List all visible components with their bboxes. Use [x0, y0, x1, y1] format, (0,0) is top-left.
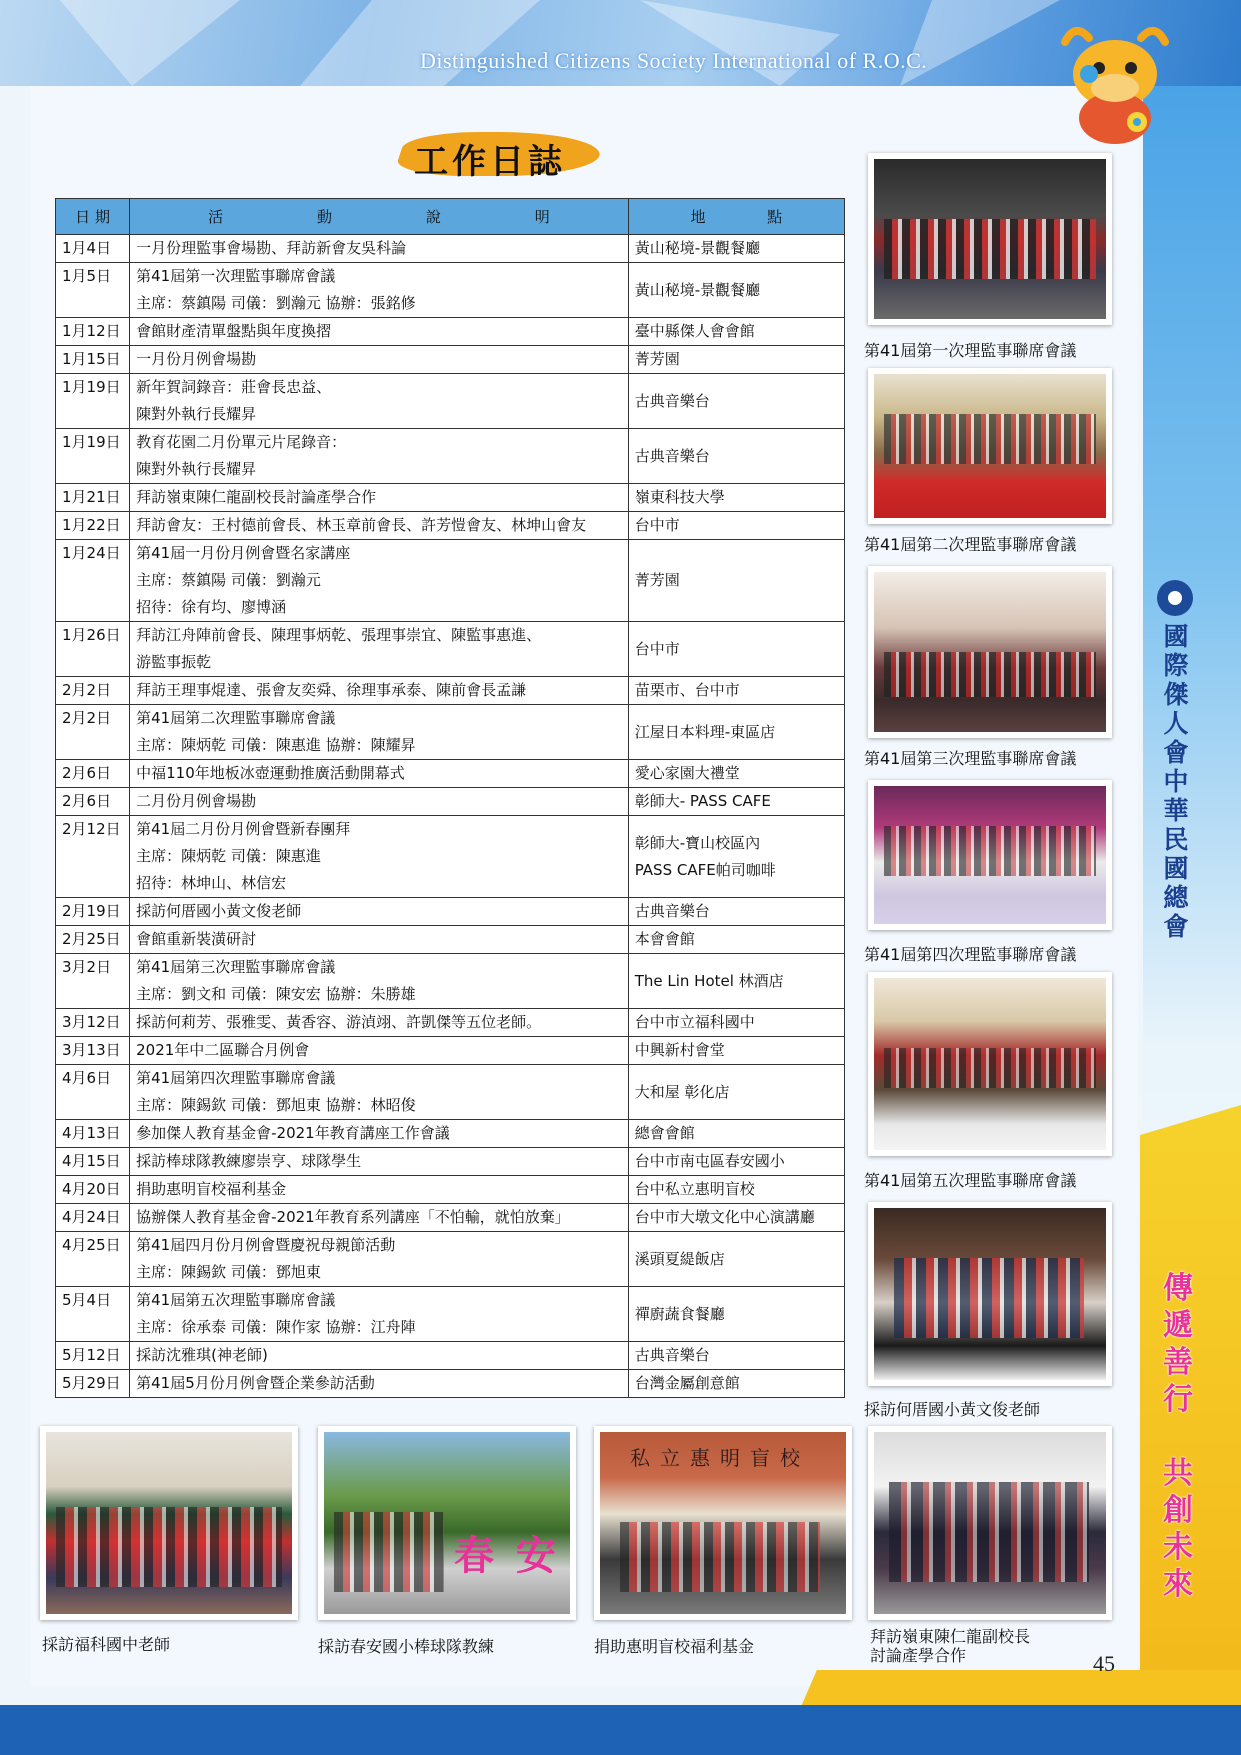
place-line: PASS CAFE帕司咖啡 — [634, 860, 776, 879]
vertical-org-name — [1158, 622, 1194, 941]
photo-fuke-visit — [40, 1426, 298, 1620]
row-activity — [130, 374, 629, 429]
table-row — [56, 346, 845, 374]
place-line: 彰師大-寶山校區內 — [634, 833, 761, 852]
header-activity-char: 明 — [534, 208, 550, 226]
activity-line: 陳對外執行長耀昇 — [136, 405, 257, 423]
row-date: 5月12日 — [56, 1342, 130, 1370]
header-date: 日 期 — [56, 199, 130, 235]
activity-line: 一月份理監事會場勘、拜訪新會友吳科論 — [136, 239, 407, 257]
row-date: 2月6日 — [56, 760, 130, 788]
activity-line: 第41屆第四次理監事聯席會議 — [136, 1069, 336, 1087]
row-place — [628, 816, 844, 898]
place-line: 嶺東科技大學 — [634, 488, 725, 506]
caption-teacher-visit: 採訪何厝國小黃文俊老師 — [864, 1400, 1041, 1419]
activity-line: 游監事振乾 — [136, 653, 212, 671]
activity-line: 2021年中二區聯合月例會 — [136, 1041, 310, 1059]
row-activity — [130, 1232, 629, 1287]
caption-board-meeting-5: 第41屆第五次理監事聯席會議 — [864, 1171, 1077, 1190]
vertical-char: 中 — [1163, 767, 1189, 796]
activity-line: 採訪何厝國小黃文俊老師 — [136, 902, 302, 920]
activity-line: 主席：陳炳乾 司儀：陳惠進 協辦：陳耀昇 — [136, 736, 416, 754]
place-line: 台中市 — [634, 639, 680, 658]
row-place — [628, 1065, 844, 1120]
row-place — [628, 318, 844, 346]
row-place — [628, 1204, 844, 1232]
row-activity — [130, 1065, 629, 1120]
vertical-char: 來 — [1163, 1567, 1193, 1602]
place-line: 古典音樂台 — [634, 446, 710, 465]
vertical-char: 民 — [1163, 825, 1189, 854]
place-line: 中興新村會堂 — [634, 1041, 725, 1059]
row-place — [628, 1176, 844, 1204]
row-date: 4月6日 — [56, 1065, 130, 1120]
vertical-slogan — [1158, 1270, 1198, 1603]
row-date: 2月2日 — [56, 705, 130, 760]
vertical-char: 創 — [1163, 1493, 1193, 1528]
caption-chunan-visit: 採訪春安國小棒球隊教練 — [318, 1637, 495, 1656]
header-place-char: 點 — [767, 208, 783, 226]
vertical-char: 總 — [1163, 883, 1189, 912]
photo-board-meeting-5 — [868, 972, 1112, 1156]
row-place — [628, 1120, 844, 1148]
place-line: 台灣金屬創意館 — [634, 1374, 740, 1392]
place-line: 愛心家園大禮堂 — [634, 764, 740, 782]
vertical-char: 人 — [1163, 709, 1189, 738]
photo-teacher-visit — [868, 1202, 1112, 1386]
vertical-char: 華 — [1163, 796, 1189, 825]
work-log-table — [55, 198, 845, 1398]
row-date: 4月20日 — [56, 1176, 130, 1204]
place-line: 大和屋 彰化店 — [634, 1082, 730, 1101]
row-activity — [130, 1009, 629, 1037]
row-place — [628, 898, 844, 926]
table-row — [56, 484, 845, 512]
activity-line: 主席：陳炳乾 司儀：陳惠進 — [136, 847, 321, 865]
header-place-char: 地 — [690, 208, 706, 226]
place-line: 台中市大墩文化中心演講廳 — [634, 1208, 815, 1226]
row-place — [628, 374, 844, 429]
caption-board-meeting-1: 第41屆第一次理監事聯席會議 — [864, 341, 1077, 360]
row-place — [628, 1148, 844, 1176]
vertical-char — [1158, 1418, 1198, 1455]
table-row — [56, 1370, 845, 1398]
activity-line: 第41屆二月份月例會暨新春團拜 — [136, 820, 351, 838]
row-activity — [130, 540, 629, 622]
row-date: 1月12日 — [56, 318, 130, 346]
vertical-char: 共 — [1163, 1456, 1193, 1491]
row-place — [628, 926, 844, 954]
row-date: 5月4日 — [56, 1287, 130, 1342]
activity-line: 第41屆第五次理監事聯席會議 — [136, 1291, 336, 1309]
table-row — [56, 705, 845, 760]
caption-board-meeting-3: 第41屆第三次理監事聯席會議 — [864, 749, 1077, 768]
row-date: 1月26日 — [56, 622, 130, 677]
row-date: 2月19日 — [56, 898, 130, 926]
row-date: 1月24日 — [56, 540, 130, 622]
activity-line: 教育花園二月份單元片尾錄音： — [136, 433, 347, 451]
header-activity-char: 動 — [316, 208, 332, 226]
row-place — [628, 1232, 844, 1287]
row-date: 3月12日 — [56, 1009, 130, 1037]
table-row — [56, 1009, 845, 1037]
place-line: 臺中縣傑人會會館 — [634, 322, 755, 340]
row-activity — [130, 622, 629, 677]
table-row — [56, 760, 845, 788]
banner-text: 春 安 — [454, 1533, 560, 1579]
school-sign-text: 私立惠明盲校 — [630, 1446, 810, 1470]
activity-line: 二月份月例會場勘 — [136, 792, 257, 810]
table-row — [56, 954, 845, 1009]
row-place — [628, 512, 844, 540]
table-row — [56, 512, 845, 540]
place-line: 台中市 — [634, 516, 680, 534]
table-row — [56, 235, 845, 263]
page-title — [400, 128, 600, 180]
vertical-char: 會 — [1163, 738, 1189, 767]
row-place — [628, 760, 844, 788]
activity-line: 主席：徐承泰 司儀：陳作家 協辦：江舟陣 — [136, 1318, 416, 1336]
activity-line: 採訪棒球隊教練廖崇亨、球隊學生 — [136, 1152, 362, 1170]
activity-line: 主席：蔡鎮陽 司儀：劉瀚元 — [136, 571, 321, 589]
row-activity — [130, 1342, 629, 1370]
vertical-char: 未 — [1163, 1530, 1193, 1565]
row-place — [628, 622, 844, 677]
table-row — [56, 788, 845, 816]
photo-lingtung-visit — [868, 1426, 1112, 1620]
place-line: 彰師大- PASS CAFE — [634, 792, 771, 810]
activity-line: 拜訪江舟陣前會長、陳理事炳乾、張理事崇宜、陳監事惠進、 — [136, 626, 542, 644]
row-place — [628, 346, 844, 374]
vertical-char: 行 — [1163, 1382, 1193, 1417]
row-activity — [130, 760, 629, 788]
row-date: 1月4日 — [56, 235, 130, 263]
row-activity — [130, 677, 629, 705]
row-activity — [130, 1176, 629, 1204]
row-date: 1月5日 — [56, 263, 130, 318]
table-row — [56, 898, 845, 926]
row-activity — [130, 263, 629, 318]
row-date: 4月15日 — [56, 1148, 130, 1176]
activity-line: 主席：陳錫欽 司儀：鄧旭東 — [136, 1263, 321, 1281]
row-activity — [130, 318, 629, 346]
row-activity — [130, 1204, 629, 1232]
page-title-text: 工作日誌 — [414, 142, 566, 182]
row-place — [628, 788, 844, 816]
row-activity — [130, 346, 629, 374]
place-line: 黃山秘境-景觀餐廳 — [634, 280, 761, 299]
activity-line: 陳對外執行長耀昇 — [136, 460, 257, 478]
row-place — [628, 1370, 844, 1398]
vertical-char: 遞 — [1163, 1308, 1193, 1343]
place-line: 黃山秘境-景觀餐廳 — [634, 239, 761, 257]
row-place — [628, 484, 844, 512]
row-activity — [130, 429, 629, 484]
activity-line: 主席：劉文和 司儀：陳安宏 協辦：朱勝雄 — [136, 985, 416, 1003]
row-date: 2月12日 — [56, 816, 130, 898]
vertical-char: 際 — [1163, 651, 1189, 680]
activity-line: 招待：徐有均、廖博涵 — [136, 598, 287, 616]
table-row — [56, 1287, 845, 1342]
place-line: 古典音樂台 — [634, 902, 710, 920]
row-date: 1月19日 — [56, 429, 130, 484]
row-activity — [130, 484, 629, 512]
caption-lingtung-visit — [870, 1627, 1030, 1665]
photo-board-meeting-2 — [868, 368, 1112, 524]
row-activity — [130, 1037, 629, 1065]
vertical-char: 國 — [1163, 854, 1189, 883]
caption-lingtung-line: 討論產學合作 — [870, 1646, 967, 1665]
activity-line: 第41屆5月份月例會暨企業參訪活動 — [136, 1374, 375, 1392]
table-row — [56, 1148, 845, 1176]
row-date: 2月25日 — [56, 926, 130, 954]
row-place — [628, 1009, 844, 1037]
row-activity — [130, 1148, 629, 1176]
header-place — [628, 199, 844, 235]
table-body — [56, 235, 845, 1398]
photo-board-meeting-3 — [868, 566, 1112, 738]
table-row — [56, 1232, 845, 1287]
row-activity — [130, 1287, 629, 1342]
org-english-name: Distinguished Citizens Society International of R.O.C. — [420, 48, 928, 73]
row-place — [628, 263, 844, 318]
row-date: 2月6日 — [56, 788, 130, 816]
activity-line: 招待：林坤山、林信宏 — [136, 874, 287, 892]
table-header-row — [56, 199, 845, 235]
vertical-char: 傑 — [1163, 680, 1189, 709]
place-line: The Lin Hotel 林酒店 — [634, 971, 784, 990]
row-activity — [130, 1370, 629, 1398]
row-place — [628, 429, 844, 484]
table-row — [56, 1120, 845, 1148]
row-date: 3月2日 — [56, 954, 130, 1009]
caption-lingtung-line: 拜訪嶺東陳仁龍副校長 — [870, 1627, 1031, 1646]
row-activity — [130, 512, 629, 540]
header-activity — [130, 199, 629, 235]
row-place — [628, 1287, 844, 1342]
activity-line: 第41屆第三次理監事聯席會議 — [136, 958, 336, 976]
place-line: 台中市立福科國中 — [634, 1013, 755, 1031]
photo-huiming-donation — [594, 1426, 852, 1620]
table-row — [56, 374, 845, 429]
row-date: 5月29日 — [56, 1370, 130, 1398]
row-activity — [130, 1120, 629, 1148]
row-place — [628, 677, 844, 705]
place-line: 本會會館 — [634, 930, 695, 948]
activity-line: 第41屆第一次理監事聯席會議 — [136, 267, 336, 285]
vertical-char: 會 — [1163, 912, 1189, 941]
row-date: 4月25日 — [56, 1232, 130, 1287]
place-line: 江屋日本料理-東區店 — [634, 722, 776, 741]
row-date: 1月22日 — [56, 512, 130, 540]
row-date: 1月19日 — [56, 374, 130, 429]
page-number: 45 — [1093, 1651, 1115, 1676]
activity-line: 會館財產清單盤點與年度換摺 — [136, 322, 332, 340]
table-row — [56, 622, 845, 677]
caption-board-meeting-2: 第41屆第二次理監事聯席會議 — [864, 535, 1077, 554]
row-date: 3月13日 — [56, 1037, 130, 1065]
table-row — [56, 677, 845, 705]
table-row — [56, 816, 845, 898]
org-emblem-icon — [1157, 580, 1193, 616]
row-activity — [130, 788, 629, 816]
activity-line: 參加傑人教育基金會-2021年教育講座工作會議 — [136, 1124, 450, 1142]
activity-line: 第41屆第二次理監事聯席會議 — [136, 709, 336, 727]
caption-board-meeting-4: 第41屆第四次理監事聯席會議 — [864, 945, 1077, 964]
table-row — [56, 540, 845, 622]
activity-line: 一月份月例會場勘 — [136, 350, 257, 368]
vertical-char: 傳 — [1163, 1271, 1193, 1306]
place-line: 總會會館 — [634, 1124, 695, 1142]
activity-line: 中福110年地板冰壺運動推廣活動開幕式 — [136, 764, 405, 782]
header-activity-char: 說 — [425, 208, 441, 226]
photo-board-meeting-4 — [868, 780, 1112, 930]
ox-mascot-icon — [1055, 22, 1175, 150]
row-activity — [130, 705, 629, 760]
place-line: 古典音樂台 — [634, 1346, 710, 1364]
activity-line: 新年賀詞錄音：莊會長忠益、 — [136, 378, 332, 396]
activity-line: 採訪何莉芳、張雅雯、黃香容、游湞翊、許凱傑等五位老師。 — [136, 1013, 542, 1031]
row-place — [628, 1342, 844, 1370]
place-line: 禪廚蔬食餐廳 — [634, 1304, 725, 1323]
row-date: 2月2日 — [56, 677, 130, 705]
place-line: 菁芳園 — [634, 350, 680, 368]
row-activity — [130, 235, 629, 263]
photo-chunan-visit — [318, 1426, 576, 1620]
activity-line: 採訪沈雅琪(神老師) — [136, 1346, 268, 1364]
table-row — [56, 926, 845, 954]
row-place — [628, 1037, 844, 1065]
place-line: 苗栗市、台中市 — [634, 681, 740, 699]
row-activity — [130, 926, 629, 954]
caption-fuke-visit: 採訪福科國中老師 — [42, 1635, 171, 1654]
row-activity — [130, 954, 629, 1009]
row-date: 1月15日 — [56, 346, 130, 374]
activity-line: 拜訪嶺東陳仁龍副校長討論產學合作 — [136, 488, 377, 506]
row-date: 1月21日 — [56, 484, 130, 512]
row-place — [628, 235, 844, 263]
place-line: 台中市南屯區春安國小 — [634, 1152, 785, 1170]
header-activity-char: 活 — [208, 208, 224, 226]
photo-board-meeting-1 — [868, 153, 1112, 325]
row-activity — [130, 816, 629, 898]
place-line: 台中私立惠明盲校 — [634, 1180, 755, 1198]
activity-line: 拜訪王理事焜達、張會友奕舜、徐理事承泰、陳前會長孟謙 — [136, 681, 527, 699]
table-row — [56, 1065, 845, 1120]
activity-line: 第41屆一月份月例會暨名家講座 — [136, 544, 351, 562]
vertical-char: 善 — [1163, 1345, 1193, 1380]
table-row — [56, 1176, 845, 1204]
activity-line: 第41屆四月份月例會暨慶祝母親節活動 — [136, 1236, 396, 1254]
bottom-band — [0, 1705, 1241, 1755]
caption-huiming-donation: 捐助惠明盲校福利基金 — [594, 1637, 755, 1656]
table-row — [56, 318, 845, 346]
table-row — [56, 1204, 845, 1232]
activity-line: 拜訪會友：王村德前會長、林玉章前會長、許芳愷會友、林坤山會友 — [136, 516, 587, 534]
table-row — [56, 1342, 845, 1370]
place-line: 古典音樂台 — [634, 391, 710, 410]
table-row — [56, 263, 845, 318]
place-line: 菁芳園 — [634, 571, 680, 589]
activity-line: 捐助惠明盲校福利基金 — [136, 1180, 287, 1198]
activity-line: 會館重新裝潢研討 — [136, 930, 257, 948]
table-row — [56, 1037, 845, 1065]
row-place — [628, 540, 844, 622]
row-place — [628, 954, 844, 1009]
table-row — [56, 429, 845, 484]
vertical-char: 國 — [1163, 622, 1189, 651]
row-date: 4月24日 — [56, 1204, 130, 1232]
row-date: 4月13日 — [56, 1120, 130, 1148]
row-activity — [130, 898, 629, 926]
row-place — [628, 705, 844, 760]
activity-line: 主席：蔡鎮陽 司儀：劉瀚元 協辦：張銘修 — [136, 294, 416, 312]
activity-line: 協辦傑人教育基金會-2021年教育系列講座「不怕輸，就怕放棄」 — [136, 1208, 570, 1226]
place-line: 溪頭夏緹飯店 — [634, 1249, 725, 1268]
activity-line: 主席：陳錫欽 司儀：鄧旭東 協辦：林昭俊 — [136, 1096, 416, 1114]
